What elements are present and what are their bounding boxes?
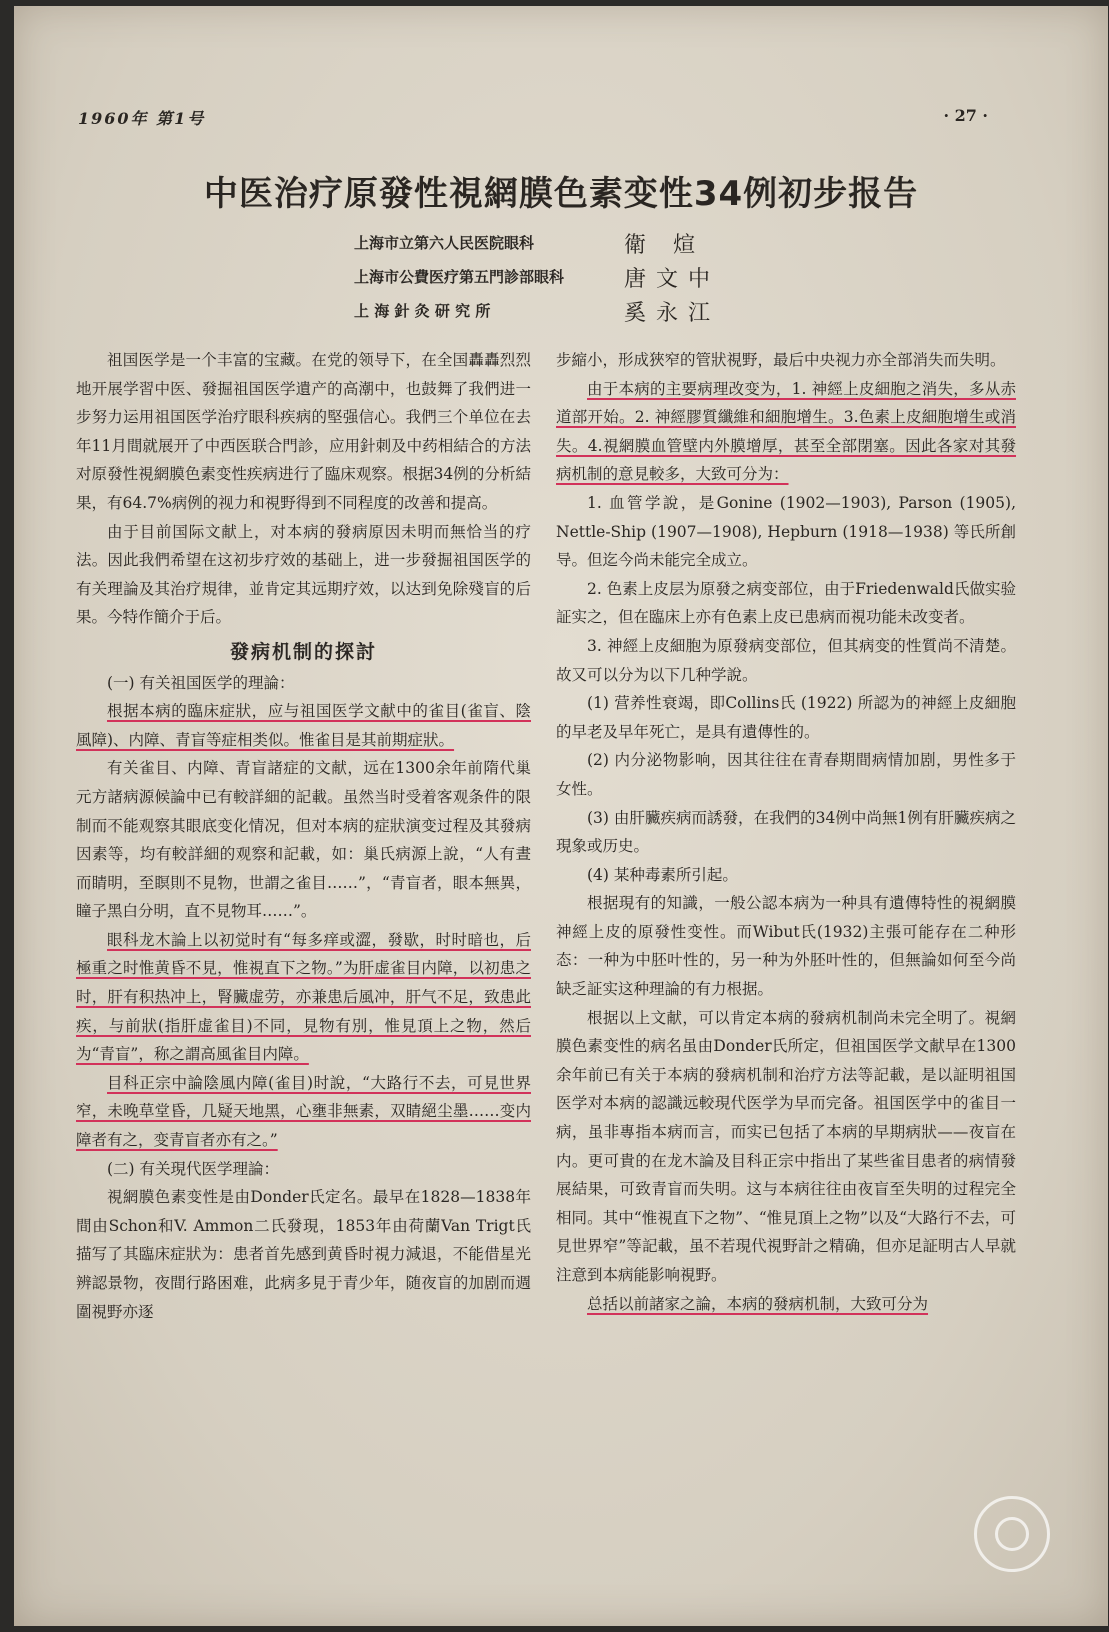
author-affiliation: 上海市公費医疗第五門診部眼科 <box>354 268 565 286</box>
subsection-heading: (一) 有关祖国医学的理論： <box>107 673 295 692</box>
paragraph: 步縮小，形成狹窄的管狀視野，最后中央视力亦全部消失而失明。 <box>556 351 1006 369</box>
paragraph: (1) 营养性衰竭，即Collins氏 (1922) 所認为的神經上皮細胞的早老及早年死亡，是具有遺傳性的。 <box>556 694 1016 741</box>
author-row <box>354 262 874 296</box>
watermark-stamp-icon <box>974 1496 1050 1572</box>
author-name: 衛 煊 <box>624 233 705 258</box>
paragraph: 視網膜色素变性是由Donder氏定名。最早在1828—1838年間由Schon和V. Ammon二氏發現，1853年由荷蘭Van Trigt氏描写了其臨床症狀为：患者首先感到黄昏时視力減退，不能借星光辨認景物，夜間行路困难，此病多見于青少年，随夜盲的加剧而週圍視野亦逐 <box>76 1188 531 1321</box>
issue-label: 1960年 第1号 <box>78 109 206 128</box>
left-column <box>76 346 531 1326</box>
paragraph-underlined: 总括以前諸家之論，本病的發病机制，大致可分为 <box>587 1294 929 1313</box>
author-affiliation: 上海市立第六人民医院眼科 <box>354 234 535 252</box>
author-row <box>354 228 874 262</box>
paragraph: 2. 色素上皮层为原發之病变部位，由于Friedenwald氏做实验証实之，但在臨床上亦有色素上皮已患病而視功能未改变者。 <box>556 579 1016 627</box>
paragraph-underlined: 目科正宗中論陰風内障(雀目)时說，“大路行不去，可見世界窄，未晚草堂昏，几疑天地黑，心壅非無素，双睛絕尘墨……变内障者有之，变青盲者亦有之。” <box>76 1073 531 1150</box>
paragraph-underlined: 根据本病的臨床症狀，应与祖国医学文献中的雀目(雀盲、陰風障)、内障、青盲等症相类似。惟雀目是其前期症狀。 <box>76 702 531 749</box>
paragraph-underlined: 眼科龙木論上以初觉时有“每多痒或澀，發歇，时时暗也，后極重之时惟黄昏不見，惟視直下之物。”为肝虚雀目内障，以初患之时，肝有积热冲上，腎臟虚劳，亦兼患后風冲，肝气不足，致患此疾，与前狀(指肝虚雀目)不同，見物有別，惟見頂上之物，然后为“青盲”，称之謂高風雀目内障。 <box>76 930 531 1064</box>
paragraph: 1. 血管学說，是Gonine (1902—1903), Parson (1905), Nettle-Ship (1907—1908), Hepburn (1918—1938) 等氏所創导。但迄今尚未能完全成立。 <box>556 493 1016 570</box>
running-header <box>78 106 988 136</box>
paragraph: 有关雀目、内障、青盲諸症的文献，远在1300余年前隋代巢元方諸病源候論中已有較詳細的記載。虽然当时受着客观条件的限制而不能观察其眼底变化情况，但对本病的症狀演变过程及其發病因素等，均有較詳細的观察和記載，如：巢氏病源上說，“人有晝而睛明，至瞑則不見物，世謂之雀目……”，“青盲者，眼本無異，瞳子黑白分明，直不見物耳……”。 <box>76 759 531 921</box>
author-list <box>354 228 874 330</box>
page-number: · 27 · <box>943 106 988 125</box>
author-name: 奚永江 <box>624 301 721 326</box>
paragraph: (3) 由肝臟疾病而誘發，在我們的34例中尚無1例有肝臟疾病之現象或历史。 <box>556 808 1016 856</box>
paragraph: 3. 神經上皮細胞为原發病变部位，但其病变的性質尚不清楚。故又可以分为以下几种学說。 <box>556 636 1016 684</box>
author-name: 唐文中 <box>624 267 721 292</box>
paragraph: (2) 内分泌物影响，因其往往在青春期間病情加剧，男性多于女性。 <box>556 751 1016 798</box>
author-affiliation: 上 海 針 灸 研 究 所 <box>354 302 491 320</box>
article-title: 中医治疗原發性視網膜色素变性34例初步报告 <box>203 174 919 214</box>
paragraph: 由于目前国际文献上，对本病的發病原因未明而無恰当的疗法。因此我們希望在这初步疗效的基础上，进一步發掘祖国医学的有关理論及其治疗規律，並肯定其远期疗效，以达到免除殘盲的后果。今特作簡介于后。 <box>76 522 531 627</box>
paragraph: 根据以上文献，可以肯定本病的發病机制尚未完全明了。視網膜色素变性的病名虽由Donder氏所定，但祖国医学文献早在1300余年前已有关于本病的發病机制和治疗方法等記載，是以証明祖国医学对本病的認識远較現代医学为早而完备。祖国医学中的雀目一病，虽非專指本病而言，而实已包括了本病的早期病狀——夜盲在内。更可貴的在龙木論及目科正宗中指出了某些雀目患者的病情發展結果，可致青盲而失明。这与本病往往由夜盲至失明的过程完全相同。其中“惟視直下之物”、“惟見頂上之物”以及“大路行不去，可見世界窄”等記載，虽不若現代視野計之精确，但亦足証明古人早就注意到本病能影响視野。 <box>556 1008 1016 1284</box>
paragraph: 祖国医学是一个丰富的宝藏。在党的领导下，在全国轟轟烈烈地开展学習中医、發掘祖国医学遺产的高潮中，也鼓舞了我們进一步努力运用祖国医学治疗眼科疾病的堅强信心。我們三个单位在去年11月間就展开了中西医联合門診，应用針刺及中药相結合的方法对原發性視網膜色素变性疾病进行了臨床观察。根据34例的分析結果，有64.7%病例的视力和視野得到不同程度的改善和提高。 <box>76 351 531 512</box>
subsection-heading: (二) 有关現代医学理論： <box>107 1159 280 1178</box>
right-column <box>556 346 1016 1318</box>
author-row <box>354 296 874 330</box>
paragraph-underlined: 由于本病的主要病理改变为，1. 神經上皮細胞之消失，多从赤道部开始。2. 神經膠質纖維和細胞增生。3.色素上皮細胞增生或消失。4.視網膜血管壁内外膜增厚，甚至全部閉塞。因此各家对其發病机制的意見較多，大致可分为： <box>556 379 1016 484</box>
paragraph: 根据現有的知識，一般公認本病为一种具有遺傳特性的視網膜神經上皮的原發性变性。而Wibut氏(1932)主張可能存在二种形态：一种为中胚叶性的，另一种为外胚叶性的，但無論如何至今尚缺乏証实这种理論的有力根据。 <box>556 894 1016 999</box>
section-heading: 發病机制的探討 <box>229 640 377 663</box>
paragraph: (4) 某种毒素所引起。 <box>587 865 738 884</box>
journal-page <box>14 6 1108 1626</box>
